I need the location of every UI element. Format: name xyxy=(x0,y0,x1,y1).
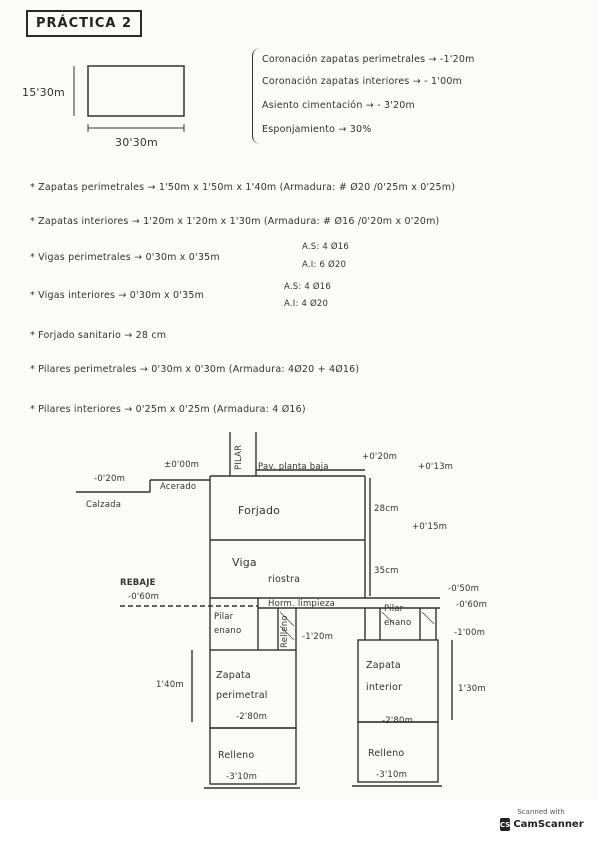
level-label: +0'13m xyxy=(418,462,454,472)
pilar-enano-label: Pilar xyxy=(214,612,234,622)
level-label: +0'20m xyxy=(362,452,398,462)
level-label: -0'60m xyxy=(456,600,488,610)
level-label: -0'20m xyxy=(94,474,126,484)
zapata-label: Zapata xyxy=(366,660,401,671)
forjado-label: Forjado xyxy=(238,504,281,517)
level-label: -2'80m xyxy=(382,716,414,726)
param-item: Coronación zapatas interiores → - 1'00m xyxy=(262,76,463,87)
viga-label: Viga xyxy=(232,556,257,569)
relleno-label: Relleno xyxy=(368,748,405,759)
level-label: -2'80m xyxy=(236,712,268,722)
plan-width-label: 30'30m xyxy=(115,136,158,149)
page-title: PRÁCTICA 2 xyxy=(26,10,142,37)
dimension-label: 1'40m xyxy=(156,680,184,690)
zapata-label: perimetral xyxy=(216,690,268,701)
spec-line: * Vigas interiores → 0'30m x 0'35m xyxy=(30,290,205,301)
spec-line: * Pilares perimetrales → 0'30m x 0'30m (Armadura: 4Ø20 + 4Ø16) xyxy=(30,364,360,375)
vigas-int-ai: A.I: 4 Ø20 xyxy=(284,299,329,309)
spec-line: * Vigas perimetrales → 0'30m x 0'35m xyxy=(30,252,220,263)
level-label: -1'20m xyxy=(302,632,334,642)
pilar-label: PILAR xyxy=(234,444,244,470)
plan-height-label: 15'30m xyxy=(22,86,65,99)
pilar-enano-label: enano xyxy=(214,626,242,636)
level-label: -3'10m xyxy=(376,770,408,780)
pav-label: Pav. planta baja xyxy=(258,462,329,472)
vigas-int-as: A.S: 4 Ø16 xyxy=(284,282,331,292)
dimension-label: 35cm xyxy=(374,566,399,576)
spec-line: * Zapatas perimetrales → 1'50m x 1'50m x 1'40m (Armadura: # Ø20 /0'25m x 0'25m) xyxy=(30,182,456,193)
camscanner-name: CamScanner xyxy=(513,819,584,830)
scanned-with-text: Scanned with xyxy=(517,808,565,816)
pilar-enano-label: Pilar xyxy=(384,604,404,614)
dimension-label: 28cm xyxy=(374,504,399,514)
dimension-label: 1'30m xyxy=(458,684,486,694)
param-item: Asiento cimentación → - 3'20m xyxy=(262,100,415,111)
level-label: -0'60m xyxy=(128,592,160,602)
level-label: +0'15m xyxy=(412,522,448,532)
param-item: Esponjamiento → 30% xyxy=(262,124,372,135)
spec-line: * Forjado sanitario → 28 cm xyxy=(30,330,167,341)
riostra-label: riostra xyxy=(268,574,301,585)
camscanner-watermark xyxy=(500,808,582,838)
camscanner-icon: CS xyxy=(500,818,510,831)
relleno-vertical-label: Relleno xyxy=(280,615,290,648)
zapata-label: Zapata xyxy=(216,670,251,681)
calzada-label: Calzada xyxy=(86,500,122,510)
vigas-perim-ai: A.I: 6 Ø20 xyxy=(302,260,347,270)
spec-line: * Pilares interiores → 0'25m x 0'25m (Armadura: 4 Ø16) xyxy=(30,404,306,415)
zapata-label: interior xyxy=(366,682,403,693)
spec-line: * Zapatas interiores → 1'20m x 1'20m x 1'30m (Armadura: # Ø16 /0'20m x 0'20m) xyxy=(30,216,440,227)
hormigon-limpieza-label: Horm. limpieza xyxy=(268,599,336,609)
vigas-perim-as: A.S: 4 Ø16 xyxy=(302,242,349,252)
acerado-label: Acerado xyxy=(160,482,197,492)
level-label: -1'00m xyxy=(454,628,486,638)
level-label: ±0'00m xyxy=(164,460,200,470)
level-label: -3'10m xyxy=(226,772,258,782)
relleno-label: Relleno xyxy=(218,750,255,761)
rebaje-label: REBAJE xyxy=(120,578,156,588)
level-label: -0'50m xyxy=(448,584,480,594)
param-item: Coronación zapatas perimetrales → -1'20m xyxy=(262,54,475,65)
pilar-enano-label: enano xyxy=(384,618,412,628)
